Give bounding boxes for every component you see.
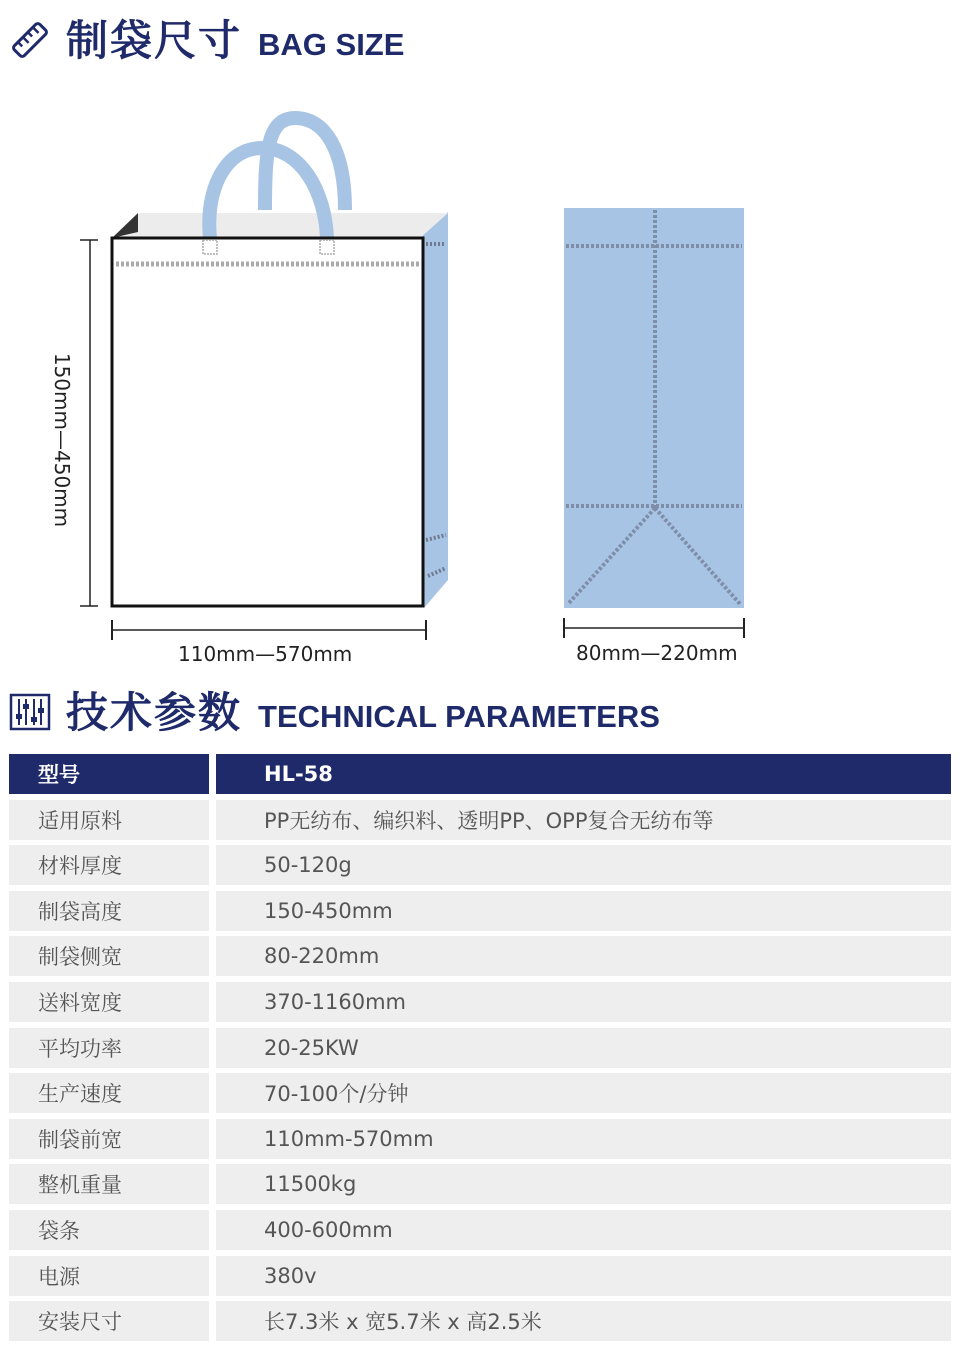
table-row xyxy=(9,1028,951,1068)
param-value: 80-220mm xyxy=(216,936,951,976)
table-row xyxy=(9,1073,951,1113)
param-value: 400-600mm xyxy=(216,1210,951,1250)
height-dimension-label: 150mm—450mm xyxy=(50,352,74,528)
param-label: 材料厚度 xyxy=(9,845,209,885)
param-label: 送料宽度 xyxy=(9,982,209,1022)
param-label: 袋条 xyxy=(9,1210,209,1250)
width-dimension-label: 110mm—570mm xyxy=(178,642,353,666)
bag-front-panel xyxy=(112,238,423,606)
table-row xyxy=(9,845,951,885)
param-value: 370-1160mm xyxy=(216,982,951,1022)
param-value: PP无纺布、编织料、透明PP、OPP复合无纺布等 xyxy=(216,800,951,840)
param-value: 70-100个/分钟 xyxy=(216,1073,951,1113)
param-value: 110mm-570mm xyxy=(216,1119,951,1159)
param-label: 生产速度 xyxy=(9,1073,209,1113)
table-row xyxy=(9,891,951,931)
model-label: 型号 xyxy=(9,754,209,794)
param-label: 制袋侧宽 xyxy=(9,936,209,976)
equalizer-icon xyxy=(8,690,52,734)
table-row xyxy=(9,1164,951,1204)
table-row xyxy=(9,1256,951,1296)
param-value: 20-25KW xyxy=(216,1028,951,1068)
table-row xyxy=(9,936,951,976)
table-row xyxy=(9,1119,951,1159)
param-value: 长7.3米 x 宽5.7米 x 高2.5米 xyxy=(216,1301,951,1341)
param-value: 11500kg xyxy=(216,1164,951,1204)
table-header-row xyxy=(9,754,951,794)
param-label: 平均功率 xyxy=(9,1028,209,1068)
table-row xyxy=(9,800,951,840)
table-row xyxy=(9,1301,951,1341)
param-label: 制袋高度 xyxy=(9,891,209,931)
model-value: HL-58 xyxy=(216,754,951,794)
param-label: 整机重量 xyxy=(9,1164,209,1204)
side-width-dimension-label: 80mm—220mm xyxy=(576,641,738,665)
technical-heading xyxy=(8,688,660,737)
param-value: 50-120g xyxy=(216,845,951,885)
param-label: 安装尺寸 xyxy=(9,1301,209,1341)
param-value: 150-450mm xyxy=(216,891,951,931)
param-label: 适用原料 xyxy=(9,800,209,840)
param-value: 380v xyxy=(216,1256,951,1296)
table-row xyxy=(9,982,951,1022)
technical-title-cn: 技术参数 xyxy=(66,688,243,737)
bag-size-title-en: BAG SIZE xyxy=(258,27,405,62)
table-row xyxy=(9,1210,951,1250)
technical-title-en: TECHNICAL PARAMETERS xyxy=(258,699,660,734)
bag-size-title-cn: 制袋尺寸 xyxy=(66,16,243,65)
parameters-table xyxy=(9,754,951,1347)
param-label: 电源 xyxy=(9,1256,209,1296)
param-label: 制袋前宽 xyxy=(9,1119,209,1159)
bag-back-panel xyxy=(112,213,448,238)
